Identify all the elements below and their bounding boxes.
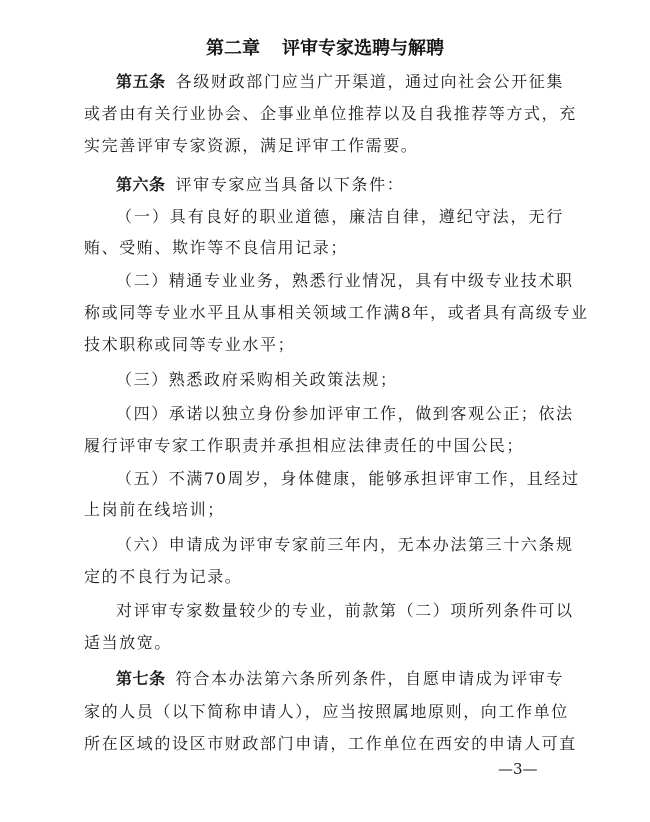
article-6-line: 技术职称或同等专业水平； bbox=[84, 335, 296, 354]
article-6-line: 上岗前在线培训； bbox=[84, 500, 225, 519]
article-7-line: 家的人员（以下简称申请人），应当按照属地原则，向工作单位 bbox=[84, 702, 569, 721]
article-6-line: （六）申请成为评审专家前三年内，无本办法第三十六条规 bbox=[116, 535, 574, 554]
article-6-line: （一）具有良好的职业道德，廉洁自律，遵纪守法，无行 bbox=[116, 207, 564, 226]
article-6-line: （二）精通专业业务，熟悉行业情况，具有中级专业技术职 bbox=[116, 271, 574, 290]
article-6-line: 适当放宽。 bbox=[84, 633, 173, 652]
article-5-line: 实完善评审专家资源，满足评审工作需要。 bbox=[84, 136, 419, 155]
article-6-line: （五）不满70周岁，身体健康，能够承担评审工作，且经过 bbox=[116, 469, 580, 488]
chapter-title: 评审专家选聘与解聘 bbox=[282, 38, 444, 59]
article-5-label: 第五条 bbox=[116, 72, 166, 91]
article-7-label: 第七条 bbox=[116, 669, 166, 688]
article-7-line: 第七条 符合本办法第六条所列条件，自愿申请成为评审专 bbox=[116, 669, 564, 688]
chapter-heading bbox=[0, 34, 650, 60]
article-6-line: 对评审专家数量较少的专业，前款第（二）项所列条件可以 bbox=[116, 601, 574, 620]
article-6-line: （四）承诺以独立身份参加评审工作，做到客观公正；依法 bbox=[116, 404, 574, 423]
article-6-line: 定的不良行为记录。 bbox=[84, 567, 243, 586]
article-6-line: 贿、受贿、欺诈等不良信用记录； bbox=[84, 238, 349, 257]
page-number: —3— bbox=[498, 760, 538, 778]
article-5-line: 第五条 各级财政部门应当广开渠道，通过向社会公开征集 bbox=[116, 72, 564, 91]
chapter-number: 第二章 bbox=[206, 38, 260, 59]
article-5-line: 或者由有关行业协会、企事业单位推荐以及自我推荐等方式，充 bbox=[84, 104, 577, 123]
article-7-line: 所在区域的设区市财政部门申请，工作单位在西安的申请人可直 bbox=[84, 734, 577, 753]
article-6-line: 称或同等专业水平且从事相关领域工作满8年，或者具有高级专业 bbox=[84, 303, 589, 322]
article-6-line: （三）熟悉政府采购相关政策法规； bbox=[116, 370, 398, 389]
article-6-line: 第六条 评审专家应当具备以下条件： bbox=[116, 175, 405, 194]
article-6-line: 履行评审专家工作职责并承担相应法律责任的中国公民； bbox=[84, 436, 525, 455]
article-6-label: 第六条 bbox=[116, 175, 166, 194]
